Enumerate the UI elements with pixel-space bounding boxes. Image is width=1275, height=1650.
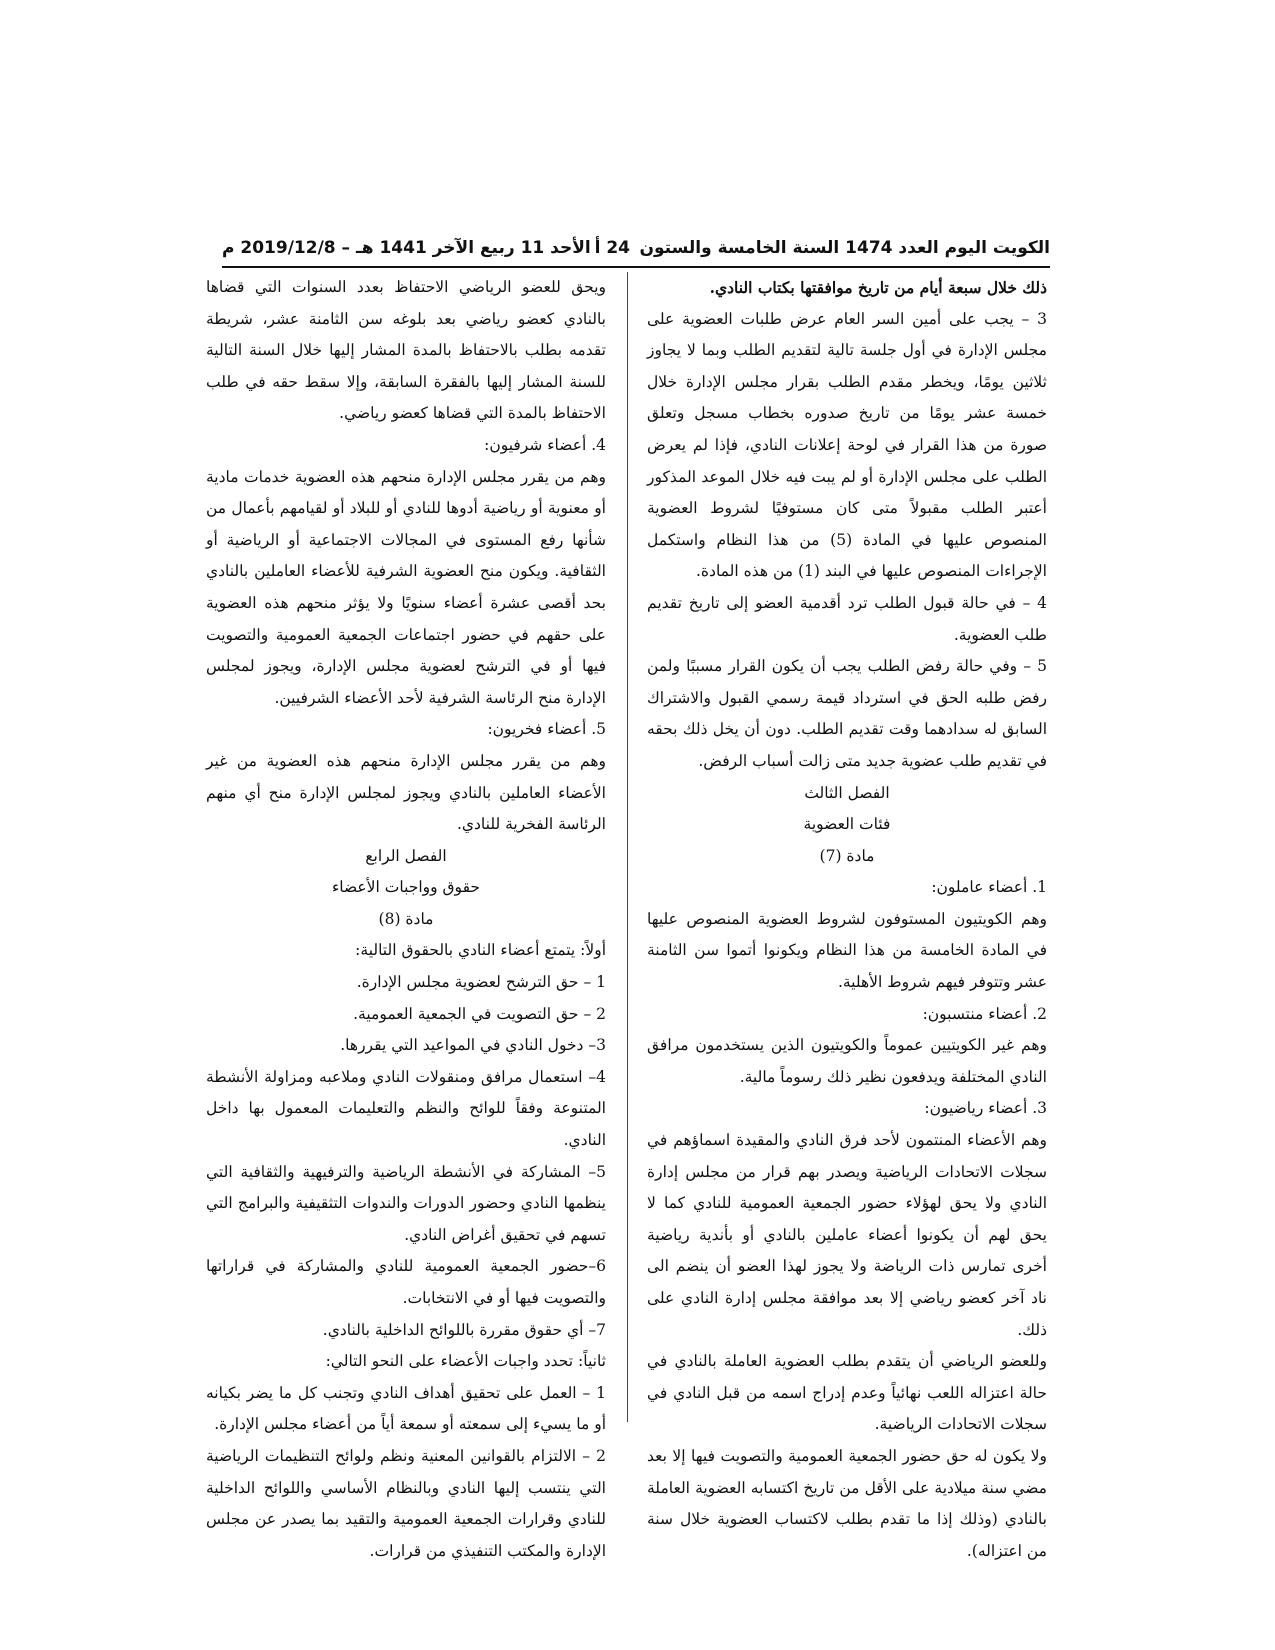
paragraph: وهم الأعضاء المنتمون لأحد فرق النادي والمقيدة اسماؤهم في سجلات الاتحادات الرياضية ويصدر بهم قرار من مجلس إدارة النادي ولا يحق لهؤلاء حضور الجمعية العمومية للنادي كما لا يحق لهم أن يكونوا أعضاء عاملين بالنادي أو بأندية رياضية أخرى تمارس ذات الرياضة ولا يجوز لهذا العضو أن ينضم الى ناد آخر كعضو رياضي إلا بعد موافقة مجلس إدارة النادي على ذلك.	[647, 1131, 1047, 1339]
paragraph: 5 – وفي حالة رفض الطلب يجب أن يكون القرار مسببًا ولمن رفض طلبه الحق في استرداد قيمة رسمي القبول والاشتراك السابق له سدادهما وقت تقديم الطلب. دون أن يخل ذلك بحقه في تقديم طلب عضوية جديد متى زالت أسباب الرفض.	[647, 657, 1047, 770]
list-item: 4– استعمال مرافق ومنقولات النادي وملاعبه ومزاولة الأنشطة المتنوعة وفقاً للوائح والنظم والتعليمات المعمول بها داخل النادي.	[206, 1067, 606, 1150]
paragraph: وللعضو الرياضي أن يتقدم بطلب العضوية العاملة بالنادي في حالة اعتزاله اللعب نهائياً وعدم إدراج اسمه من قبل النادي في سجلات الاتحادات الرياضية.	[647, 1352, 1047, 1434]
list-item: 2 – الالتزام بالقوانين المعنية ونظم ولوائح التنظيمات الرياضية التي ينتسب إليها النادي وبالنظام الأساسي واللوائح الداخلية للنادي وقرارات الجمعية العمومية والتقيد بما يصدر عن مجلس الإدارة والمكتب التنفيذي من قرارات.	[206, 1446, 606, 1560]
paragraph: وهم من يقرر مجلس الإدارة منحهم هذه العضوية من غير الأعضاء العاملين بالنادي ويجوز لمجلس الإدارة منح أي منهم الرئاسة الفخرية للنادي.	[206, 751, 606, 834]
chapter-title: فئات العضوية	[803, 815, 891, 834]
publication-info: الكويت اليوم العدد 1474 السنة الخامسة والستون	[639, 238, 1050, 258]
column-divider	[627, 272, 628, 1422]
issue-date: الأحد 11 ربيع الآخر 1441 هـ – 2019/12/8 م	[222, 238, 591, 258]
right-column	[647, 272, 1047, 1567]
paragraph: أولاً: يتمتع أعضاء النادي بالحقوق التالية:	[355, 941, 606, 960]
paragraph: 3 – يجب على أمين السر العام عرض طلبات العضوية على مجلس الإدارة في أول جلسة تالية لتقديم الطلب وبما لا يجاوز ثلاثين يومًا، ويخطر مقدم الطلب بقرار مجلس الإدارة خلال خمسة عشر يومًا من تاريخ صدوره بخطاب مسجل وتعلق صورة من هذا القرار في لوحة إعلانات النادي، فإذا لم يعرض الطلب على مجلس الإدارة أو لم يبت فيه خلال الموعد المذكور أعتبر الطلب مقبولاً متى كان مستوفيًا لشروط العضوية المنصوص عليها في المادة (5) من هذا النظام واستكمل الإجراءات المنصوص عليها في البند (1) من هذه المادة.	[647, 309, 1047, 581]
list-item: 7– أي حقوق مقررة باللوائح الداخلية بالنادي.	[322, 1320, 606, 1339]
subheading: 4. أعضاء شرفيون:	[484, 435, 606, 454]
list-item: 6–حضور الجمعية العمومية للنادي والمشاركة في قراراتها والتصويت فيها أو في الانتخابات.	[206, 1257, 606, 1307]
list-item: 5– المشاركة في الأنشطة الرياضية والترفيهية والثقافية التي ينظمها النادي وحضور الدورات والندوات التثقيفية والبرامج التي تسهم في تحقيق أغراض النادي.	[206, 1162, 606, 1244]
list-item: 3– دخول النادي في المواعيد التي يقررها.	[340, 1036, 606, 1055]
subheading: 2. أعضاء منتسبون:	[922, 1004, 1047, 1023]
paragraph: ولا يكون له حق حضور الجمعية العمومية والتصويت فيها إلا بعد مضي سنة ميلادية على الأقل من تاريخ اكتسابه العضوية العاملة بالنادي (وذلك إذا ما تقدم بطلب لاكتساب العضوية خلال سنة من اعتزاله).	[647, 1446, 1047, 1560]
subheading: 5. أعضاء فخريون:	[487, 720, 606, 739]
paragraph: ويحق للعضو الرياضي الاحتفاظ بعدد السنوات التي قضاها بالنادي كعضو رياضي بعد بلوغه سن الثامنة عشر، شريطة تقدمه بطلب بالاحتفاظ بالمدة المشار إليها خلال السنة التالية للسنة المشار إليها بالفقرة السابقة، وإلا سقط حقه في طلب الاحتفاظ بالمدة التي قضاها كعضو رياضي.	[206, 278, 606, 423]
left-column	[206, 272, 606, 1567]
paragraph: وهم من يقرر مجلس الإدارة منحهم هذه العضوية خدمات مادية أو معنوية أو رياضية أدوها للنادي أو للبلاد أو لقيامهم بأعمال من شأنها رفع المستوى في المجالات الاجتماعية أو الرياضية أو الثقافية. ويكون منح العضوية الشرفية للأعضاء العاملين بالنادي بحد أقصى عشرة أعضاء سنويًا ولا يؤثر منحهم هذه العضوية على حقهم في حضور اجتماعات الجمعية العمومية والتصويت فيها أو في الترشح لعضوية مجلس الإدارة، ويجوز لمجلس الإدارة منح الرئاسة الشرفية لأحد الأعضاء الشرفيين.	[206, 467, 606, 707]
header-rule	[222, 266, 1050, 268]
subheading: 1. أعضاء عاملون:	[931, 878, 1047, 897]
subheading: 3. أعضاء رياضيون:	[924, 1099, 1047, 1118]
page-number: 24 أ	[594, 238, 630, 258]
list-item: 1 – العمل على تحقيق أهداف النادي وتجنب كل ما يضر بكيانه أو ما يسيء إلى سمعته أو سمعة أياً من أعضاء مجلس الإدارة.	[206, 1383, 606, 1434]
chapter-heading: الفصل الرابع	[365, 846, 447, 865]
paragraph: ثانياً: تحدد واجبات الأعضاء على النحو التالي:	[325, 1352, 606, 1371]
chapter-title: حقوق وواجبات الأعضاء	[331, 878, 480, 897]
chapter-heading: الفصل الثالث	[804, 783, 890, 802]
page-header	[222, 232, 1050, 262]
article-heading: مادة (8)	[378, 909, 434, 928]
paragraph: 4 – في حالة قبول الطلب ترد أقدمية العضو إلى تاريخ تقديم طلب العضوية.	[647, 593, 1047, 644]
list-item: 1 – حق الترشح لعضوية مجلس الإدارة.	[356, 973, 606, 992]
paragraph: ذلك خلال سبعة أيام من تاريخ موافقتها بكتاب النادي.	[709, 278, 1047, 297]
list-item: 2 – حق التصويت في الجمعية العمومية.	[353, 1004, 606, 1023]
paragraph: وهم غير الكويتيين عموماً والكويتيون الذين يستخدمون مرافق النادي المختلفة ويدفعون نظير ذلك رسوماً مالية.	[647, 1036, 1047, 1086]
paragraph: وهم الكويتيون المستوفون لشروط العضوية المنصوص عليها في المادة الخامسة من هذا النظام ويكونوا أتموا سن الثامنة عشر وتتوفر فيهم شروط الأهلية.	[647, 909, 1047, 992]
article-heading: مادة (7)	[819, 846, 875, 865]
